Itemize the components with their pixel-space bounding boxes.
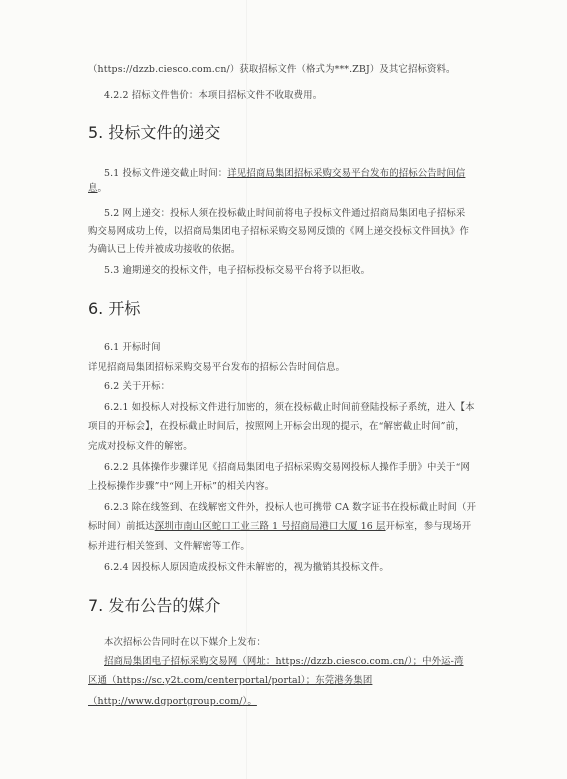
section-4-2-2: 4.2.2 招标文件售价：本项目招标文件不收取费用。 (104, 90, 323, 101)
section-7-intro: 本次招标公告同时在以下媒介上发布： (104, 637, 266, 648)
section-5-2-line-1: 5.2 网上递交：投标人须在投标截止时间前将电子投标文件通过招商局集团电子招标采 (104, 208, 466, 219)
section-6-2-1-line-2: 项目的开标会】，在投标截止时间后，按照网上开标会出现的提示，在“解密截止时间”前， (88, 421, 465, 432)
heading-section-7: 7. 发布公告的媒介 (88, 596, 221, 615)
section-5-1-link-end[interactable]: 息 (88, 183, 98, 194)
section-6-2-3-line-3: 标并进行相关签到、文件解密等工作。 (88, 541, 250, 552)
opening-venue-address: 深圳市南山区蛇口工业三路 1 号招商局港口大厦 16 层 (154, 521, 386, 532)
section-6-2-4: 6.2.4 因投标人原因造成投标文件未解密的，视为撤销其投标文件。 (104, 562, 389, 573)
section-6-2-1-line-1: 6.2.1 如投标人对投标文件进行加密的，须在投标截止时间前登陆投标子系统，进入【本 (104, 402, 475, 413)
heading-section-5: 5. 投标文件的递交 (88, 123, 221, 142)
section-5-1-line-2 (88, 183, 107, 195)
section-5-2-line-3: 为确认已上传并被成功接收的依据。 (88, 244, 241, 255)
section-5-1-period: 。 (97, 183, 108, 194)
section-6-2-2-line-2: 上投标操作步骤”中“网上开标”的相关内容。 (88, 481, 275, 492)
section-6-1-detail: 详见招商局集团招标采购交易平台发布的招标公告时间信息。 (88, 362, 346, 373)
section-6-2-3-suffix: 开标室，参与现场开 (385, 521, 472, 532)
section-6-2-1-line-3: 完成对投标文件的解密。 (88, 441, 193, 452)
media-list-line-2[interactable]: 区通（https://sc.y2t.com/centerportal/portal）；东莞港务集团 (88, 675, 373, 686)
heading-section-6: 6. 开标 (88, 299, 141, 318)
media-list-line-3[interactable]: （http://www.dgportgroup.com/）。 (88, 696, 257, 707)
section-5-1-label: 5.1 投标文件递交截止时间： (104, 168, 228, 179)
media-list-line-1[interactable]: 招商局集团电子招标采购交易网（网址：https://dzzb.ciesco.com.cn/）；中外运-湾 (104, 656, 464, 667)
section-5-3: 5.3 逾期递交的投标文件，电子招标投标交易平台将予以拒收。 (104, 265, 371, 276)
section-6-2-3-line-2 (88, 521, 471, 533)
section-5-1-line-1 (104, 168, 465, 180)
section-5-2-line-2: 购交易网成功上传，以招商局集团电子招标采购交易网反馈的《网上递交投标文件回执》作 (88, 226, 470, 237)
section-6-1: 6.1 开标时间 (104, 342, 161, 353)
section-6-2: 6.2 关于开标： (104, 381, 171, 392)
section-6-2-3-prefix: 标时间）前抵达 (88, 521, 155, 532)
section-6-2-3-line-1: 6.2.3 除在线签到、在线解密文件外，投标人也可携带 CA 数字证书在投标截止时间（开 (104, 502, 477, 513)
section-4-url-line: （https://dzzb.ciesco.com.cn/）获取招标文件（格式为***.ZBJ）及其它招标资料。 (88, 64, 456, 75)
section-5-1-link[interactable]: 详见招商局集团招标采购交易平台发布的招标公告时间信 (227, 168, 466, 179)
section-6-2-2-line-1: 6.2.2 具体操作步骤详见《招商局集团电子招标采购交易网投标人操作手册》中关于“网 (104, 462, 471, 473)
